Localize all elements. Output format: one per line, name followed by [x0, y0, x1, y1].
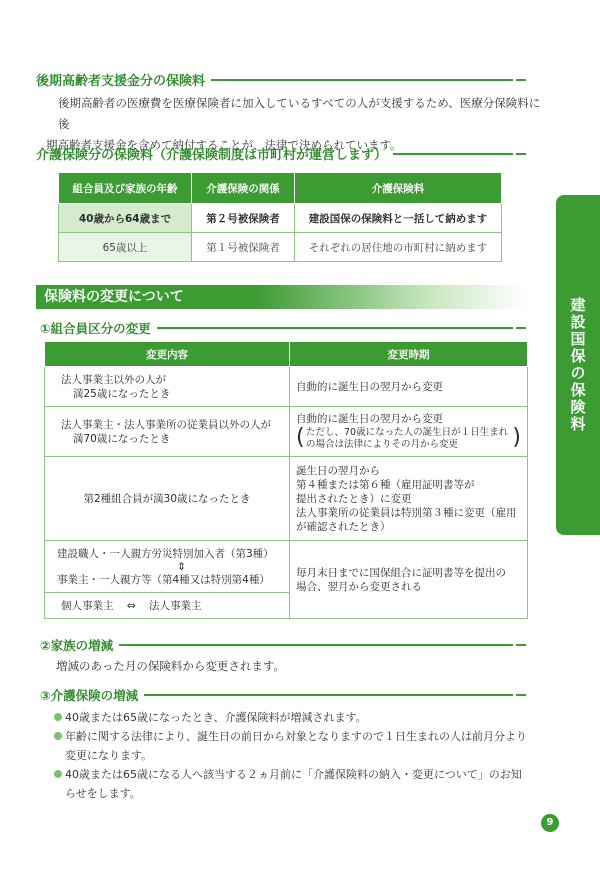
- bullet-dot-icon: [54, 713, 62, 721]
- cell-line: 場合、翌月から変更される: [296, 580, 422, 593]
- bullet-text: 年齢に関する法律により、誕生日の前日から対象となりますので１日生まれの人は前月分より: [65, 730, 527, 743]
- heading-rule-end: [516, 644, 526, 646]
- table-row: [45, 541, 528, 593]
- cell-line: 自動的に誕生日の翌月から変更: [296, 413, 443, 425]
- change-content-cell: [45, 367, 290, 407]
- cell-line: 満70歳になったとき: [73, 432, 171, 445]
- table-header-row: [45, 342, 528, 367]
- side-tab-label: 建設国保の保険料: [568, 297, 587, 433]
- heading-rule: [211, 79, 513, 81]
- cell-line: 法人事業主・法人事業所の従業員以外の人が: [61, 418, 271, 431]
- table-row: [45, 457, 528, 541]
- table-cell: 第２号被保険者: [192, 204, 295, 233]
- change-content-cell: 第2種組合員が満30歳になったとき: [45, 457, 290, 541]
- cell-text: 個人事業主: [61, 599, 114, 612]
- heading-text: 介護保険分の保険料（介護保険制度は市町村が運営します）: [36, 148, 388, 163]
- note-block: [296, 427, 521, 451]
- cell-line: 提出されたとき）に変更: [296, 492, 412, 505]
- paren-open: (: [296, 425, 305, 450]
- cell-line: 毎月末日までに国保組合に証明書等を提出の: [296, 566, 506, 579]
- heading-text: 後期高齢者支援金分の保険料: [36, 74, 206, 89]
- heading-text: ②家族の増減: [40, 638, 114, 653]
- cell-line: 第４種または第６種（雇用証明書等が: [296, 478, 475, 491]
- section-heading-koki: [36, 70, 526, 89]
- column-header: 変更内容: [45, 342, 290, 367]
- cell-line: ただし、70歳になった人の誕生日が１日生まれ: [306, 427, 509, 438]
- table-header-row: [59, 173, 502, 204]
- change-timing-cell: 自動的に誕生日の翌月から変更: [290, 367, 528, 407]
- cell-line: が確認されたとき）: [296, 520, 391, 533]
- table-cell: 65歳以上: [59, 233, 192, 262]
- koki-line-2: 期高齢者支援金を含めて納付することが、法律で決められています。: [46, 138, 402, 152]
- subheading-kubun: [40, 319, 526, 337]
- table-cell: 40歳から64歳まで: [59, 204, 192, 233]
- bullet-text-cont: 変更になります。: [65, 749, 153, 762]
- subheading-kaigo-zogen: [40, 686, 526, 704]
- list-item: [54, 708, 534, 727]
- change-timing-cell: [290, 457, 528, 541]
- heading-rule: [157, 327, 513, 329]
- heading-rule: [119, 644, 513, 646]
- updown-arrow: ⇕: [177, 560, 186, 573]
- heading-rule-end: [516, 153, 526, 155]
- bullet-dot-icon: [54, 770, 62, 778]
- koki-line-1: 後期高齢者の医療費を医療保険者に加入しているすべての人が支援するため、医療分保険料に後: [58, 96, 541, 131]
- bullet-dot-icon: [54, 732, 62, 740]
- cell-line: 満25歳になったとき: [73, 387, 171, 400]
- cell-line: 事業主・一人親方等（第4種又は特別第4種）: [57, 573, 270, 586]
- table-cell: 第１号被保険者: [192, 233, 295, 262]
- list-item: [54, 765, 534, 803]
- list-item: [54, 727, 534, 765]
- section-heading-kaigo: [36, 144, 526, 163]
- cell-text: 法人事業主: [149, 599, 202, 612]
- cell-line: 誕生日の翌月から: [296, 464, 380, 477]
- heading-text: ③介護保険の増減: [40, 688, 139, 703]
- kaigo-table: [58, 172, 502, 262]
- heading-rule-end: [516, 694, 526, 696]
- heading-rule-end: [516, 327, 526, 329]
- paren-close: ): [512, 425, 521, 450]
- change-content-cell: [45, 407, 290, 457]
- heading-text: ①組合員区分の変更: [40, 321, 151, 336]
- table-row: [59, 204, 502, 233]
- heading-rule: [144, 694, 513, 696]
- table-row: [59, 233, 502, 262]
- change-timing-cell: [290, 541, 528, 619]
- cell-line: 建設職人・一人親方労災特別加入者（第3種）: [57, 547, 274, 560]
- heading-rule-end: [516, 79, 526, 81]
- column-header: 変更時期: [290, 342, 528, 367]
- column-header: 介護保険料: [295, 173, 502, 204]
- change-content-cell: [45, 593, 290, 619]
- subheading-kazoku: [40, 636, 526, 654]
- side-index-tab: [556, 195, 600, 535]
- table-cell: それぞれの居住地の市町村に納めます: [295, 233, 502, 262]
- bullet-text: 40歳または65歳になる人へ該当する２ヵ月前に「介護保険料の納入・変更について」のお知: [65, 768, 522, 781]
- kazoku-paragraph: 増減のあった月の保険料から変更されます。: [56, 659, 285, 673]
- leftright-arrow: ⇔: [126, 599, 136, 612]
- bullet-text: 40歳または65歳になったとき、介護保険料が増減されます。: [65, 711, 367, 724]
- heading-rule: [393, 153, 513, 155]
- section-banner: 保険料の変更について: [36, 285, 526, 309]
- page-number: 9: [541, 814, 559, 832]
- column-header: 介護保険の関係: [192, 173, 295, 204]
- change-timing-cell: [290, 407, 528, 457]
- cell-line: 法人事業主以外の人が: [61, 373, 166, 386]
- table-row: [45, 367, 528, 407]
- cell-line: の場合は法律によりその月から変更: [306, 439, 459, 450]
- change-content-cell: [45, 541, 290, 593]
- column-header: 組合員及び家族の年齢: [59, 173, 192, 204]
- table-row: [45, 407, 528, 457]
- table-cell: 建設国保の保険料と一括して納めます: [295, 204, 502, 233]
- cell-line: 法人事業所の従業員は特別第３種に変更（雇用: [296, 506, 517, 519]
- kubun-change-table: [44, 341, 528, 619]
- bullet-text-cont: らせをします。: [65, 787, 141, 800]
